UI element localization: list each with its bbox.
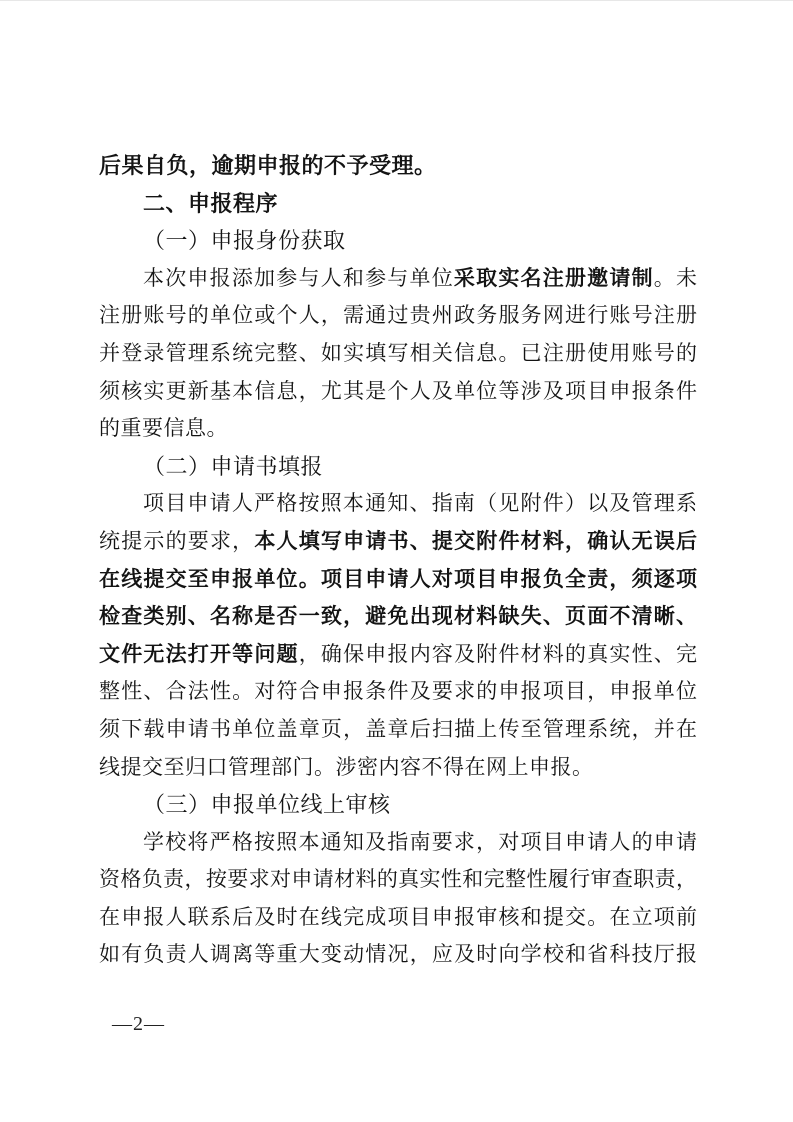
text-run: 检查类别、名称是否一致，避免出现材料缺失、页面不清晰、 [99,604,697,629]
text-run: 的重要信息。 [99,416,228,441]
text-run: （二）申请书填报 [143,453,324,479]
text-run: 须核实更新基本信息，尤其是个人及单位等涉及项目申报条件 [99,378,697,403]
text-run: 本次申报添加参与人和参与单位 [143,265,454,290]
subsection-heading [99,222,697,260]
text-run: 在线提交至申报单位。项目申请人对项目申报负全责，须逐项 [99,566,697,591]
paragraph-line [99,410,697,448]
text-run: （一）申报身份获取 [143,228,346,254]
text-run: 注册账号的单位或个人，需通过贵州政务服务网进行账号注册 [99,303,697,328]
paragraph-line [99,824,697,862]
text-run: 采取实名注册邀请制 [453,265,654,290]
paragraph-line [99,260,697,298]
paragraph-line [99,523,697,561]
paragraph-line [99,561,697,599]
text-run: 如有负责人调离等重大变动情况，应及时向学校和省科技厅报 [99,942,697,967]
paragraph-line [99,899,697,937]
paragraph-line [99,297,697,335]
text-run: 后果自负，逾期申报的不予受理。 [99,153,437,178]
text-run: 二、申报程序 [143,190,279,216]
page-footer [112,1010,165,1038]
text-run: 项目申请人严格按照本通知、指南（见附件）以及管理系 [143,491,697,516]
text-run: 本人填写申请书、提交附件材料，确认无误后 [254,528,698,553]
text-run: 在申报人联系后及时在线完成项目申报审核和提交。在立项前 [99,904,697,929]
text-run: 文件无法打开等问题 [99,641,299,666]
text-run: 统提示的要求， [99,528,255,553]
paragraph-line [99,861,697,899]
paragraph-line [99,673,697,711]
section-heading [99,185,697,223]
text-run: 须下载申请书单位盖章页，盖章后扫描上传至管理系统，并在 [99,716,697,741]
text-run: 整性、合法性。对符合申报条件及要求的申报项目，申报单位 [99,679,697,704]
text-run: ，确保申报内容及附件材料的真实性、完 [298,641,698,666]
document-body [99,147,697,974]
paragraph-line [99,711,697,749]
paragraph-line [99,636,697,674]
subsection-heading [99,448,697,486]
paragraph-line [99,147,697,185]
paragraph-line [99,485,697,523]
text-run: 资格负责，按要求对申请材料的真实性和完整性履行审查职责， [99,867,697,892]
paragraph-line [99,373,697,411]
paragraph-line [99,598,697,636]
paragraph-line [99,749,697,787]
page-top-edge [0,0,793,1]
subsection-heading [99,786,697,824]
text-run: 线提交至归口管理部门。涉密内容不得在网上申报。 [99,754,594,779]
text-run: 并登录管理系统完整、如实填写相关信息。已注册使用账号的 [99,340,697,365]
paragraph-line [99,936,697,974]
page-number: —2— [112,1013,165,1035]
paragraph-line [99,335,697,373]
text-run: 。未 [653,265,698,290]
text-run: 学校将严格按照本通知及指南要求，对项目申请人的申请 [143,829,697,854]
text-run: （三）申报单位线上审核 [143,792,391,818]
